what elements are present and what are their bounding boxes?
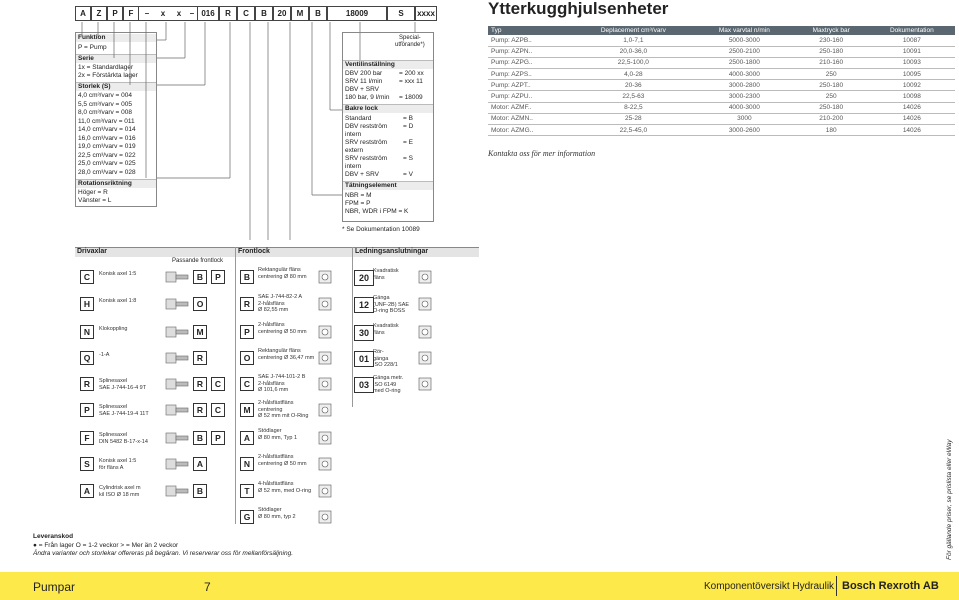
front-desc: SAE J-744-82-2 A 2-hålsfläns Ø 82,55 mm — [258, 294, 303, 313]
drive-desc: Konisk axel 1:8 — [99, 298, 137, 304]
drive-code-box: A — [80, 484, 94, 498]
table-cell: 3000-2800 — [695, 80, 794, 91]
bakre-srv-e-sub: extern — [345, 147, 364, 154]
tatning-nbr-wdr: NBR, WDR i FPM = K — [345, 208, 409, 215]
ventil-dbv-srv: DBV + SRV — [345, 86, 380, 93]
bakre-dbv: DBV restström — [345, 123, 388, 130]
front-code-box: P — [240, 325, 254, 339]
table-cell: 20,0-36,0 — [572, 46, 695, 57]
front-fit-box: O — [193, 297, 207, 311]
drive-code-box: R — [80, 377, 94, 391]
bakre-dbv-code: = D — [403, 123, 414, 130]
bakre-srv-e: SRV restström — [345, 139, 388, 146]
typecode-cell: S — [387, 6, 415, 21]
pump-code: P = Pump — [78, 44, 107, 51]
flange-icon — [318, 351, 332, 365]
front-fit-box: R — [193, 377, 207, 391]
front-desc: 2-hålsfästfläns centrering Ø 50 mm — [258, 454, 307, 467]
table-header: Typ — [488, 26, 572, 35]
table-cell: Motor: AZMN.. — [488, 113, 572, 124]
bakre-dbv-sub: intern — [345, 131, 362, 138]
bakre-srv-s: SRV restström — [345, 155, 388, 162]
drive-desc: Konisk axel 1:5 — [99, 271, 137, 277]
funktion-label: Funktion — [76, 34, 156, 42]
front-fit-box: P — [211, 270, 225, 284]
drive-desc: Splinesaxel SAE J-744-19-4 11T — [99, 404, 149, 417]
table-cell: 250-180 — [794, 80, 869, 91]
bakre-dbv-srv: DBV + SRV — [345, 171, 380, 178]
drive-code-box: N — [80, 325, 94, 339]
typecode-cell: F — [123, 6, 139, 21]
ventil-180: 180 bar, 9 l/min — [345, 94, 390, 101]
flange-icon — [318, 325, 332, 339]
front-fit-box: A — [193, 457, 207, 471]
table-cell: 210-160 — [794, 57, 869, 68]
drive-desc: -1-A — [99, 352, 110, 358]
front-desc: Stödlager Ø 80 mm, Typ 1 — [258, 428, 298, 441]
front-code-box: A — [240, 431, 254, 445]
typecode-cell: 20 — [273, 6, 291, 21]
table-cell: 2500-2100 — [695, 46, 794, 57]
drive-code-box: H — [80, 297, 94, 311]
bakre-srv-s-code: = S — [403, 155, 413, 162]
front-fit-box: M — [193, 325, 207, 339]
divider-1 — [235, 247, 236, 524]
table-cell: 10093 — [869, 57, 955, 68]
front-desc: Stödlager Ø 80 mm, typ 2 — [258, 507, 296, 520]
typecode-cell: P — [107, 6, 123, 21]
front-code-box: O — [240, 351, 254, 365]
typecode-cell: Z — [91, 6, 107, 21]
side-note: För gällande priser, se prislista eller eWay — [946, 439, 953, 560]
table-cell: 250 — [794, 69, 869, 80]
bakre-srv-s-sub: intern — [345, 163, 362, 170]
size-item: 5,5 cm³/varv = 005 — [78, 100, 133, 108]
drive-code-box: C — [80, 270, 94, 284]
table-header: Dokumentation — [869, 26, 955, 35]
tatning-fpm: FPM = P — [345, 200, 371, 207]
typecode-cell: – — [187, 6, 197, 21]
table-cell: 3000-2600 — [695, 125, 794, 136]
serie-label: Serie — [76, 54, 156, 63]
table-cell: 22,5-100,0 — [572, 57, 695, 68]
table-cell: 210-200 — [794, 113, 869, 124]
flange-icon — [318, 510, 332, 524]
front-fit-box: C — [211, 403, 225, 417]
drive-code-box: S — [80, 457, 94, 471]
size-item: 22,5 cm³/varv = 022 — [78, 151, 136, 159]
front-desc: SAE J-744-101-2 B 2-hålsfläns Ø 101,6 mm — [258, 374, 306, 393]
table-cell: 4000-3000 — [695, 69, 794, 80]
drive-desc: Konisk axel 1:5 för fläns A — [99, 458, 137, 471]
table-cell: 22,5-45,0 — [572, 125, 695, 136]
table-cell: 8-22,5 — [572, 102, 695, 113]
port-icon — [418, 297, 432, 311]
front-desc: Rektangulär fläns centrering Ø 80 mm — [258, 267, 307, 280]
ventil-label: Ventilinställning — [343, 60, 433, 69]
footer-divider — [836, 576, 837, 596]
typecode-cell: x — [155, 6, 171, 21]
drive-desc: Cylindrisk axel m kil ISO Ø 18 mm — [99, 485, 141, 498]
rotation-left: Vänster = L — [78, 197, 112, 204]
table-cell: 2500-1800 — [695, 57, 794, 68]
drive-shaft-icon — [165, 297, 189, 311]
table-row — [488, 91, 955, 102]
size-item: 16,0 cm³/varv = 016 — [78, 134, 136, 142]
size-item: 14,0 cm³/varv = 014 — [78, 126, 136, 133]
table-row — [488, 113, 955, 124]
legend-title: Leveranskod — [33, 533, 74, 540]
table-cell: 10092 — [869, 80, 955, 91]
table-cell: 10095 — [869, 69, 955, 80]
typecode-cell: xxxx — [415, 6, 437, 21]
drive-shaft-icon — [165, 270, 189, 284]
table-cell: 22,5-63 — [572, 91, 695, 102]
table-cell: 3000 — [695, 113, 794, 124]
contact-note: Kontakta oss för mer information — [488, 149, 596, 158]
drive-shaft-icon — [165, 403, 189, 417]
port-icon — [418, 270, 432, 284]
ventil-srv-code: = xxx 11 — [399, 78, 423, 85]
typecode-cell: 016 — [197, 6, 219, 21]
drive-shaft-icon — [165, 484, 189, 498]
typecode-cell: x — [171, 6, 187, 21]
table-cell: 4,0-28 — [572, 69, 695, 80]
tatning-label: Tätningselement — [343, 181, 433, 190]
front-fit-box: B — [193, 431, 207, 445]
front-desc: 2-hålsfläns centrering Ø 50 mm — [258, 322, 307, 335]
bakre-srv-e-code: = E — [403, 139, 413, 146]
front-fit-box: R — [193, 351, 207, 365]
serie-1: 1x = Standardlager — [78, 64, 134, 71]
drive-code-box: F — [80, 431, 94, 445]
legend-note: Ändra varianter och storlekar offereras på begäran. Vi reserverar oss för mellanförsäljning. — [33, 550, 294, 557]
typecode-cell: B — [309, 6, 327, 21]
front-code-box: G — [240, 510, 254, 524]
legend-line: ● = Från lager O = 1-2 veckor > = Mer än 2 veckor — [33, 542, 179, 549]
doc-footnote: * Se Dokumentation 10089 — [342, 226, 420, 233]
drive-code-box: Q — [80, 351, 94, 365]
special-label: Special- utförande*) — [395, 35, 425, 48]
flange-icon — [318, 431, 332, 445]
table-header: Max varvtal n/min — [695, 26, 794, 35]
ventil-srv: SRV 11 l/min — [345, 78, 383, 85]
flange-icon — [318, 297, 332, 311]
size-item: 11,0 cm³/varv = 011 — [78, 117, 135, 125]
rotation-right: Höger = R — [78, 189, 108, 196]
table-cell: 250 — [794, 91, 869, 102]
typecode-cell: M — [291, 6, 309, 21]
footer-left: Pumpar — [33, 580, 76, 594]
conn-desc: Kvadratisk fläns — [373, 323, 399, 336]
size-item: 8,0 cm³/varv = 008 — [78, 109, 133, 116]
table-header: Deplacement cm³/varv — [572, 26, 695, 35]
drivaxlar-header: Drivaxlar — [77, 248, 107, 255]
table-cell: 180 — [794, 125, 869, 136]
table-cell: Pump: AZPG.. — [488, 57, 572, 68]
ledning-header: Ledningsanslutningar — [355, 248, 429, 255]
typecode-cell: 18009 — [327, 6, 387, 21]
front-code-box: R — [240, 297, 254, 311]
front-code-box: N — [240, 457, 254, 471]
bakre-standard-code: = B — [403, 115, 413, 122]
typecode-cell: C — [237, 6, 255, 21]
front-code-box: M — [240, 403, 254, 417]
drive-shaft-icon — [165, 325, 189, 339]
drive-shaft-icon — [165, 351, 189, 365]
table-cell: 25-28 — [572, 113, 695, 124]
flange-icon — [318, 377, 332, 391]
conn-desc: Gänga metr. ISO 6149 med O-ring — [373, 375, 404, 394]
front-fit-box: P — [211, 431, 225, 445]
flange-icon — [318, 457, 332, 471]
typecode-cell: R — [219, 6, 237, 21]
conn-code-box: 01 — [354, 351, 374, 367]
typecode-cell: B — [255, 6, 273, 21]
flange-icon — [318, 403, 332, 417]
conn-code-box: 20 — [354, 270, 374, 286]
table-cell: 1,0-7,1 — [572, 35, 695, 46]
table-cell: Pump: AZPS.. — [488, 69, 572, 80]
table-cell: 250-180 — [794, 46, 869, 57]
footer-page: 7 — [204, 580, 211, 594]
typecode-cell: – — [139, 6, 155, 21]
front-fit-box: B — [193, 484, 207, 498]
table-cell: 10091 — [869, 46, 955, 57]
size-item: 28,0 cm³/varv = 028 — [78, 168, 136, 176]
front-desc: Rektangulär fläns centrering Ø 36,47 mm — [258, 348, 315, 361]
divider-2 — [352, 247, 353, 407]
table-cell: 14026 — [869, 102, 955, 113]
drive-shaft-icon — [165, 377, 189, 391]
table-cell: 10087 — [869, 35, 955, 46]
table-cell: 250-180 — [794, 102, 869, 113]
footer-mid: Komponentöversikt Hydraulik — [704, 581, 835, 592]
conn-desc: Kvadratisk fläns — [373, 268, 399, 281]
table-cell: 230-160 — [794, 35, 869, 46]
footer-right: Bosch Rexroth AB — [842, 580, 939, 592]
ventil-dbv: DBV 200 bar — [345, 70, 383, 77]
table-row — [488, 46, 955, 57]
front-fit-box: R — [193, 403, 207, 417]
size-item: 19,0 cm³/varv = 019 — [78, 143, 136, 150]
table-row — [488, 125, 955, 136]
front-fit-box: B — [193, 270, 207, 284]
page-title: Ytterkugghjulsenheter — [488, 0, 669, 18]
front-desc: 2-hålsfästfläns centrering Ø 52 mm mit O-Ring — [258, 400, 309, 419]
drive-desc: Splinesaxel SAE J-744-16-4 9T — [99, 378, 147, 391]
table-row — [488, 57, 955, 68]
conn-desc: Gänga (UNF-2B) SAE O-ring BOSS — [373, 295, 410, 314]
table-cell: 4000-3000 — [695, 102, 794, 113]
bakre-label: Bakre lock — [343, 104, 433, 113]
conn-desc: Rör- gänga ISO 228/1 — [373, 349, 398, 368]
bakre-dbv-srv-code: = V — [403, 171, 413, 178]
ventil-dbv-code: = 200 xx — [399, 70, 424, 77]
conn-code-box: 30 — [354, 325, 374, 341]
drive-shaft-icon — [165, 431, 189, 445]
table-cell: Pump: AZPB.. — [488, 35, 572, 46]
front-code-box: C — [240, 377, 254, 391]
flange-icon — [318, 484, 332, 498]
size-item: 4,0 cm³/varv = 004 — [78, 92, 133, 99]
table-cell: Pump: AZPT.. — [488, 80, 572, 91]
drive-desc: Klokoppling — [99, 326, 128, 332]
table-header: Maxtryck bar — [794, 26, 869, 35]
flange-icon — [318, 270, 332, 284]
storlek-label: Storlek (S) — [76, 82, 156, 91]
tatning-nbr: NBR = M — [345, 192, 372, 199]
drive-desc: Splinesaxel DIN 5482 B-17-x-14 — [99, 432, 148, 445]
mid-spec-block — [342, 32, 434, 222]
table-cell: Pump: AZPU.. — [488, 91, 572, 102]
table-row — [488, 80, 955, 91]
port-icon — [418, 325, 432, 339]
front-fit-box: C — [211, 377, 225, 391]
table-cell: 5000-3000 — [695, 35, 794, 46]
drive-code-box: P — [80, 403, 94, 417]
table-cell: Motor: AZMG.. — [488, 125, 572, 136]
table-cell: Motor: AZMF.. — [488, 102, 572, 113]
bakre-standard: Standard — [345, 115, 372, 122]
conn-code-box: 12 — [354, 297, 374, 313]
serie-2: 2x = Förstärkta lager — [78, 72, 138, 79]
port-icon — [418, 351, 432, 365]
table-cell: 3000-2300 — [695, 91, 794, 102]
conn-code-box: 03 — [354, 377, 374, 393]
size-item: 25,0 cm³/varv = 025 — [78, 160, 136, 167]
frontlock-header: Frontlock — [238, 248, 270, 255]
ventil-180-code: = 18009 — [399, 94, 423, 101]
table-row — [488, 35, 955, 46]
table-cell: 10098 — [869, 91, 955, 102]
table-row — [488, 102, 955, 113]
passande-label: Passande frontlock — [172, 258, 224, 264]
table-cell: 14026 — [869, 125, 955, 136]
front-desc: 4-hålsfästfläns Ø 52 mm, med O-ring — [258, 481, 312, 494]
drive-shaft-icon — [165, 457, 189, 471]
table-row — [488, 69, 955, 80]
table-cell: 20-36 — [572, 80, 695, 91]
front-code-box: T — [240, 484, 254, 498]
table-cell: 14026 — [869, 113, 955, 124]
table-cell: Pump: AZPN.. — [488, 46, 572, 57]
rotation-label: Rotationsriktning — [76, 179, 156, 188]
typecode-cell: A — [75, 6, 91, 21]
front-code-box: B — [240, 270, 254, 284]
port-icon — [418, 377, 432, 391]
product-table — [488, 26, 955, 136]
